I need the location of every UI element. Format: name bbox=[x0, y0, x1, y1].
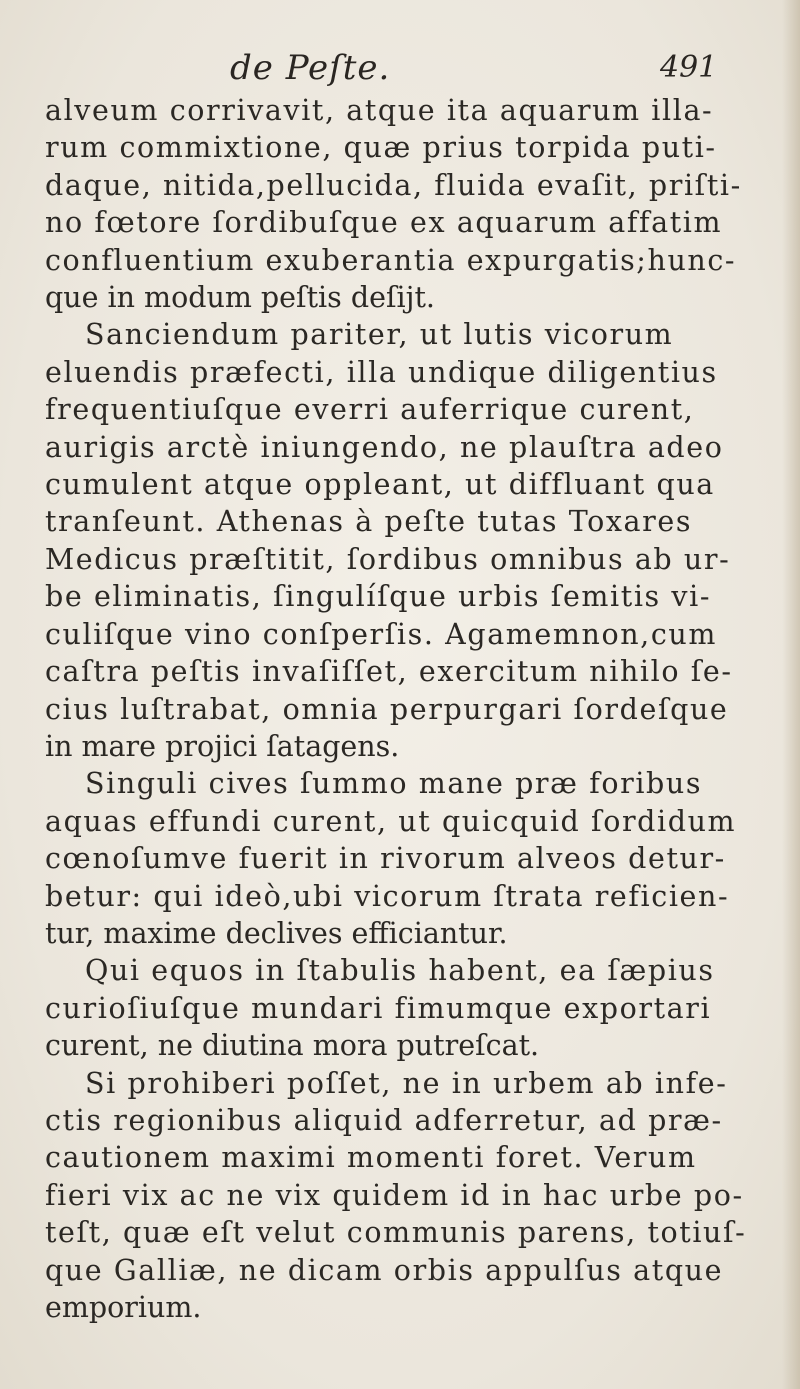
text-line: Singuli cives ſummo mane præ foribus bbox=[85, 767, 703, 801]
text-line: alveum corrivavit, atque ita aquarum illa- bbox=[45, 94, 714, 127]
text-line: caſtra peſtis invaſiſſet, exercitum nihilo ſe- bbox=[45, 655, 733, 689]
text-line: emporium. bbox=[45, 1291, 202, 1324]
page-edge bbox=[782, 0, 800, 1389]
text-line: curent, ne diutina mora putreſcat. bbox=[45, 1029, 540, 1063]
text-line: fieri vix ac ne vix quidem id in hac urbe po- bbox=[45, 1178, 744, 1212]
text-line: tranſeunt. Athenas à peſte tutas Toxares bbox=[45, 505, 693, 539]
text-line: frequentiuſque everri auferrique curent, bbox=[45, 393, 695, 427]
text-line: que Galliæ, ne dicam orbis appulſus atque bbox=[45, 1253, 724, 1287]
text-line: in mare projici ſatagens. bbox=[45, 729, 400, 763]
text-line: ctis regionibus aliquid adferretur, ad præ- bbox=[45, 1103, 723, 1137]
text-line: Sanciendum pariter, ut lutis vicorum bbox=[85, 318, 674, 352]
page-header bbox=[0, 48, 800, 98]
text-line: cautionem maximi momenti foret. Verum bbox=[45, 1141, 697, 1175]
text-line: daque, nitida,pellucida, fluida evaſit, priſti- bbox=[45, 168, 742, 202]
text-line: tur, maxime declives efficiantur. bbox=[45, 916, 508, 950]
text-line: cumulent atque oppleant, ut diffluant qua bbox=[45, 468, 715, 502]
text-line: Si prohiberi poſſet, ne in urbem ab infe- bbox=[85, 1066, 728, 1100]
text-line: aquas effundi curent, ut quicquid ſordidum bbox=[45, 804, 737, 838]
text-line: culiſque vino conſperſis. Agamemnon,cum bbox=[45, 617, 717, 651]
text-line: cius luſtrabat, omnia perpurgari ſordeſque bbox=[45, 692, 729, 726]
text-line: no fœtore ſordibuſque ex aquarum affatim bbox=[45, 206, 723, 240]
text-line: aurigis arctè iniungendo, ne plauſtra adeo bbox=[45, 430, 724, 464]
text-line: confluentium exuberantia expurgatis;hunc- bbox=[45, 243, 737, 277]
body-text bbox=[45, 92, 775, 1326]
text-line: be eliminatis, ſingulíſque urbis ſemitis vi- bbox=[45, 580, 712, 614]
text-line: curioſiuſque mundari fimumque exportari bbox=[45, 991, 712, 1025]
text-line: Qui equos in ſtabulis habent, ea ſæpius bbox=[85, 954, 715, 988]
text-line: cœnoſumve fuerit in rivorum alveos detur- bbox=[45, 842, 726, 876]
text-line: teſt, quæ eſt velut communis parens, totiuſ- bbox=[45, 1216, 747, 1250]
page-number: 491 bbox=[660, 50, 718, 85]
text-line: que in modum peſtis deſijt. bbox=[45, 281, 435, 315]
text-line: rum commixtione, quæ prius torpida puti- bbox=[45, 131, 717, 165]
text-line: eluendis præfecti, illa undique diligentius bbox=[45, 355, 718, 389]
text-line: betur: qui ideò,ubi vicorum ſtrata reficien- bbox=[45, 879, 730, 913]
running-title: de Peſte. bbox=[230, 48, 391, 88]
text-line: Medicus præſtitit, ſordibus omnibus ab ur- bbox=[45, 542, 731, 576]
